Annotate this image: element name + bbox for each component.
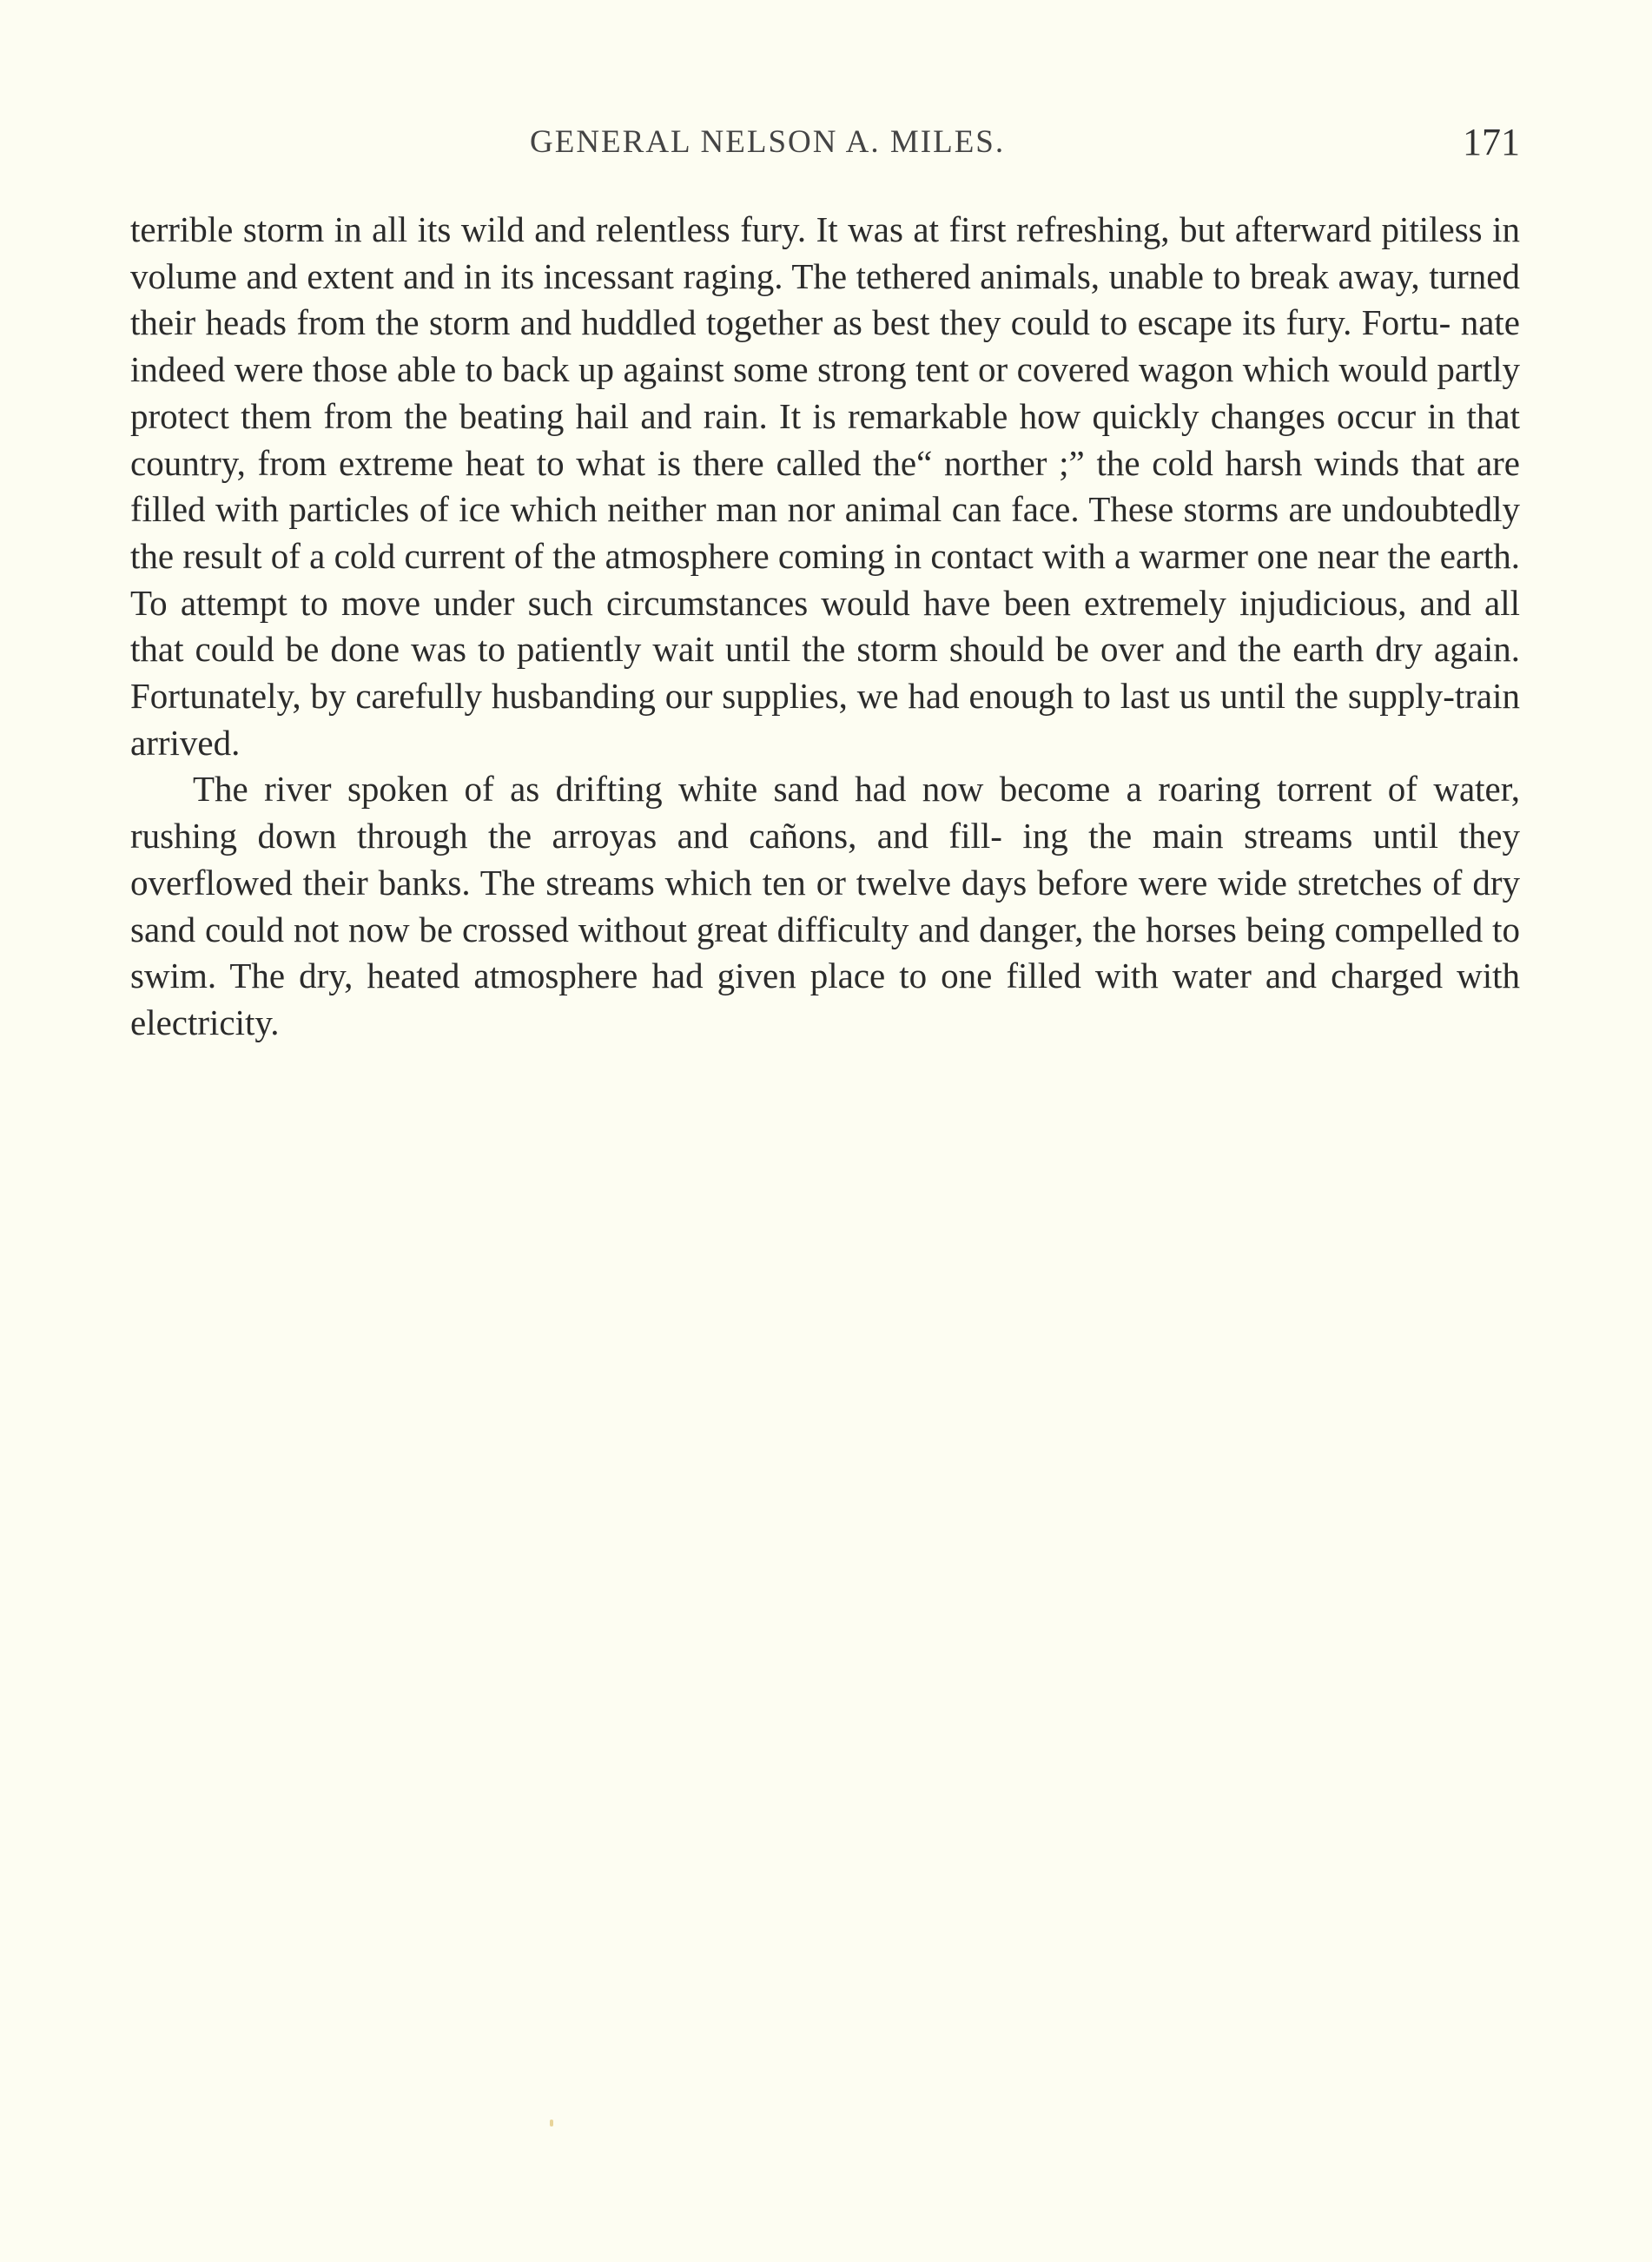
running-title: GENERAL NELSON A. MILES. [530,124,1006,160]
paragraph-2: The river spoken of as drifting white sand had now become a roaring torrent of water, rushing down through the arroyas and cañons, and fill- ing the main streams until they overflowed their banks. The streams which ten or twelve days before were wide stretches of dry sand could not now be crossed without great difficulty and danger, the horses being compelled to swim. The dry, heated atmosphere had given place to one filled with water and charged with electricity. [130,769,1520,1042]
running-head [130,123,1520,175]
body-text [130,207,1520,1047]
paragraph-1: terrible storm in all its wild and relentless fury. It was at first refreshing, but afterward pitiless in volume and extent and in its incessant raging. The tethered animals, unable to break away, turned their heads from the storm and huddled together as best they could to escape its fury. Fortu- nate indeed were those able to back up against some strong tent or covered wagon which would partly protect them from the beating hail and rain. It is remarkable how quickly changes occur in that country, from extreme heat to what is there called the“ norther ;” the cold harsh winds that are filled with particles of ice which neither man nor animal can face. These storms are undoubtedly the result of a cold current of the atmosphere coming in contact with a warmer one near the earth. To attempt to move under such circumstances would have been extremely injudicious, and all that could be done was to patiently wait until the storm should be over and the earth dry again. Fortunately, by carefully husbanding our supplies, we had enough to last us until the supply-train arrived. [130,209,1520,763]
paper-speck [550,2120,553,2126]
page-number: 171 [1463,121,1520,163]
